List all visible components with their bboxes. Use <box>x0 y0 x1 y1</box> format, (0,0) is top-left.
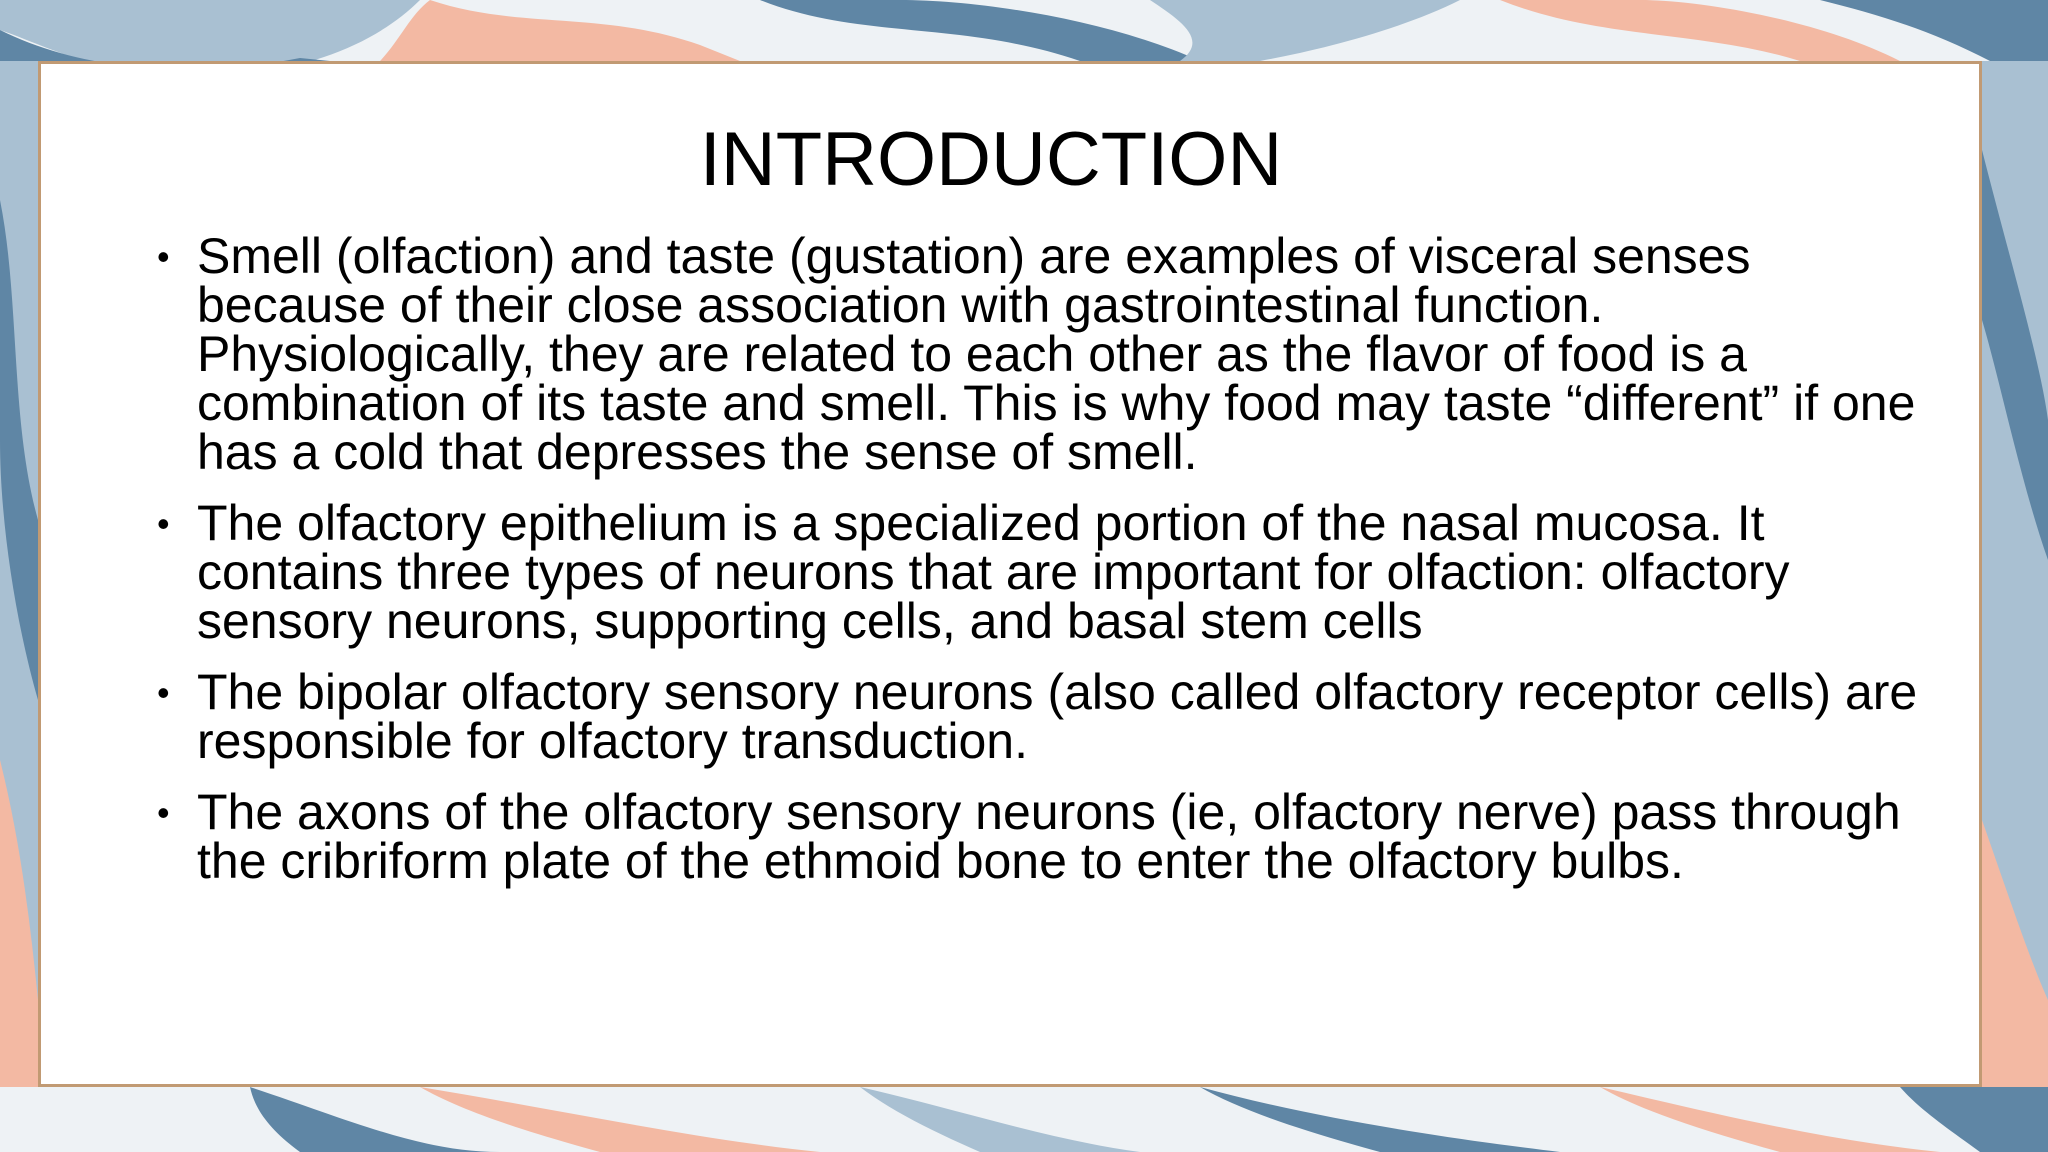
list-item <box>151 784 1941 889</box>
slide-title: INTRODUCTION <box>699 117 1283 202</box>
list-item <box>151 664 1941 769</box>
bullet-marker: • <box>157 672 170 713</box>
bullet-marker: • <box>157 503 170 544</box>
bullet-marker: • <box>157 236 170 277</box>
list-item <box>151 495 1941 649</box>
bullet-text: The bipolar olfactory sensory neurons (also called olfactory receptor cells) are responsible for olfactory transduction. <box>197 664 1918 769</box>
bullet-text: The axons of the olfactory sensory neurons (ie, olfactory nerve) pass through the cribriform plate of the ethmoid bone to enter the olfactory bulbs. <box>197 784 1901 889</box>
list-item <box>151 228 1941 480</box>
bullet-text: Smell (olfaction) and taste (gustation) are examples of visceral senses because of their close association with gastrointestinal function. Physiologically, they are related to each other as the flavor of food is a combination of its taste and smell. This is why food may taste “different” if one has a cold that depresses the sense of smell. <box>197 228 1916 480</box>
slide-content-frame <box>38 61 1982 1087</box>
bullet-marker: • <box>157 792 170 833</box>
bullet-text: The olfactory epithelium is a specialized portion of the nasal mucosa. It contains three types of neurons that are important for olfaction: olfactory sensory neurons, supporting cells, and basal stem cells <box>197 495 1790 649</box>
bullet-list <box>151 228 1941 908</box>
